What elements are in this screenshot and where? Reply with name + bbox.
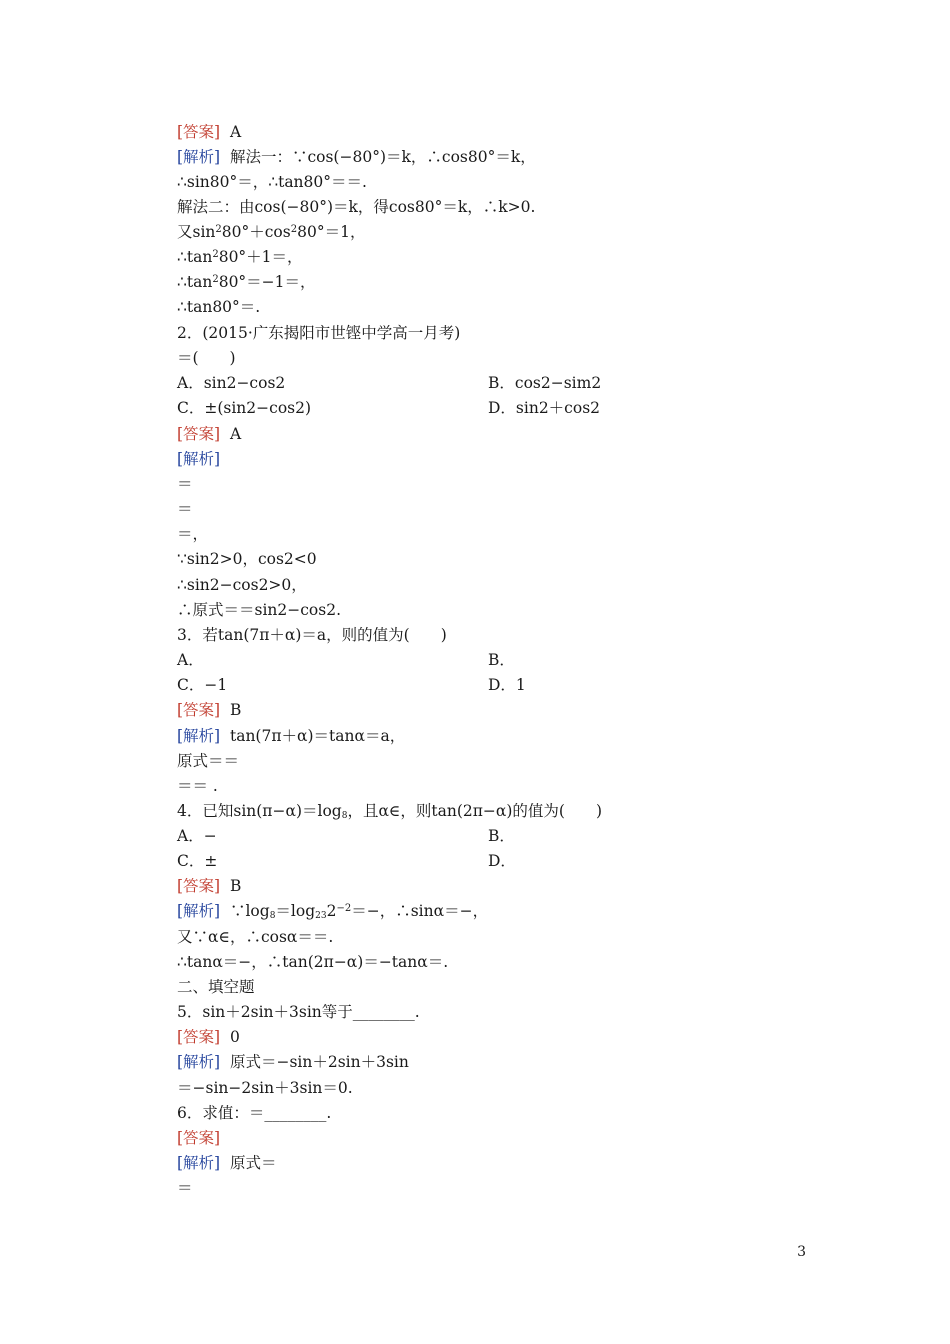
q6-analysis-text: 原式＝	[229, 1154, 277, 1172]
analysis-tag: [解析]	[177, 1053, 221, 1071]
q5-analysis-text: 原式＝−sin＋2sin＋3sin	[229, 1053, 409, 1071]
q2-answer-line	[177, 424, 241, 444]
answer-tag: [答案]	[177, 1129, 221, 1147]
q4-answer: B	[229, 877, 242, 895]
q6-stem: 6．求值：＝________.	[177, 1104, 332, 1122]
sup-2: 2	[212, 274, 219, 285]
q4-an1c: ＝log	[275, 902, 316, 920]
q2-analysis-4: ∵sin2>0，cos2<0	[177, 550, 317, 568]
q6-analysis-2: ＝	[177, 1179, 193, 1197]
q4-an1a: ∵log	[229, 902, 270, 920]
q1-line-4b: 80°＋cos	[221, 223, 291, 241]
q2-option-c: C．±(sin2−cos2)	[177, 399, 312, 417]
q4-stem-sub: 8	[341, 811, 348, 821]
q3-option-b: B．	[488, 651, 515, 669]
q3-answer-line	[177, 700, 241, 720]
q4-option-b: B．	[488, 827, 515, 845]
q1-analysis-text: 解法一：∵cos(−80°)＝k，∴cos80°＝k，	[229, 148, 536, 166]
q1-line-6	[177, 272, 316, 292]
analysis-tag: [解析]	[177, 727, 221, 745]
q1-line-4	[177, 222, 365, 242]
q3-option-a: A．	[177, 651, 204, 669]
analysis-tag: [解析]	[177, 902, 221, 920]
q1-line-3: 解法二：由cos(−80°)＝k，得cos80°＝k，∴k>0.	[177, 198, 536, 216]
q3-analysis-3: ＝＝ .	[177, 777, 218, 795]
q4-answer-line	[177, 876, 241, 896]
q4-analysis-3: ∴tanα＝−，∴tan(2π−α)＝−tanα＝.	[177, 953, 449, 971]
q5-answer: 0	[229, 1028, 240, 1046]
q3-stem: 3．若tan(7π＋α)＝a，则的值为( )	[177, 626, 447, 644]
q2-analysis-1: ＝	[177, 475, 193, 493]
answer-tag: [答案]	[177, 425, 221, 443]
q2-analysis-5: ∴sin2−cos2>0，	[177, 576, 307, 594]
sup-2: 2	[215, 224, 222, 235]
page-number: 3	[797, 1244, 806, 1260]
q3-analysis-2: 原式＝＝	[177, 752, 240, 770]
q2-analysis-line	[177, 449, 220, 469]
q5-analysis-line	[177, 1052, 409, 1072]
q4-an1b: 8	[269, 911, 276, 921]
q3-answer: B	[229, 701, 242, 719]
q3-option-c: C．−1	[177, 676, 228, 694]
answer-tag: [答案]	[177, 701, 221, 719]
q2-option-d: D．sin2＋cos2	[488, 399, 601, 417]
q5-answer-line	[177, 1027, 240, 1047]
q2-analysis-6: ∴原式＝＝sin2−cos2.	[177, 601, 341, 619]
q1-line-6a: ∴tan	[177, 273, 213, 291]
q1-line-5a: ∴tan	[177, 248, 213, 266]
q1-line-4c: 80°＝1，	[297, 223, 366, 241]
q3-option-d: D．1	[488, 676, 526, 694]
q1-answer: A	[229, 123, 242, 141]
q2-analysis-2: ＝	[177, 500, 193, 518]
q5-analysis-2: ＝−sin−2sin＋3sin＝0.	[177, 1079, 353, 1097]
q4-an1g: −2	[336, 903, 352, 914]
q2-option-a: A．sin2−cos2	[177, 374, 286, 392]
analysis-tag: [解析]	[177, 148, 221, 166]
q4-stem-c: ，且α∈，则tan(2π−α)的值为( )	[347, 802, 603, 820]
q2-option-b: B．cos2−sim2	[488, 374, 602, 392]
q4-option-a: A．−	[177, 827, 217, 845]
q1-analysis-line	[177, 147, 536, 167]
q2-stem-2: ＝( )	[177, 349, 236, 367]
answer-tag: [答案]	[177, 123, 221, 141]
q4-analysis-line	[177, 901, 488, 921]
q4-stem-a: 4．已知sin(π−α)＝log	[177, 802, 342, 820]
q3-analysis-text: tan(7π＋α)＝tanα＝a，	[229, 727, 406, 745]
q4-an1d: 2	[315, 911, 321, 921]
q1-line-4a: 又sin	[177, 223, 216, 241]
q1-line-5	[177, 247, 303, 267]
q2-answer: A	[229, 425, 242, 443]
q1-line-5b: 80°＋1＝，	[218, 248, 303, 266]
q1-answer-line	[177, 122, 241, 142]
q1-line-2: ∴sin80°＝，∴tan80°＝＝.	[177, 173, 367, 191]
answer-tag: [答案]	[177, 877, 221, 895]
q1-line-6b: 80°＝−1＝，	[218, 273, 316, 291]
q2-stem: 2．(2015·广东揭阳市世铿中学高一月考)	[177, 324, 461, 342]
q4-an1f: 2	[326, 902, 337, 920]
q1-line-7: ∴tan80°＝.	[177, 298, 261, 316]
q4-an1h: ＝−，∴sinα＝−，	[351, 902, 489, 920]
q3-analysis-line	[177, 726, 405, 746]
answer-tag: [答案]	[177, 1028, 221, 1046]
sup-2: 2	[212, 249, 219, 260]
q5-stem: 5．sin＋2sin＋3sin等于________.	[177, 1003, 420, 1021]
analysis-tag: [解析]	[177, 450, 221, 468]
q2-analysis-3: ＝，	[177, 525, 209, 543]
q6-analysis-line	[177, 1153, 276, 1173]
analysis-tag: [解析]	[177, 1154, 221, 1172]
q4-option-c: C．±	[177, 852, 218, 870]
q4-stem	[177, 801, 602, 821]
sup-2: 2	[290, 224, 298, 235]
q4-option-d: D．	[488, 852, 516, 870]
q6-answer-line	[177, 1128, 220, 1148]
section-heading: 二、填空题	[177, 978, 255, 996]
q4-an1e: 3	[320, 911, 327, 921]
q4-analysis-2: 又∵α∈，∴cosα＝＝.	[177, 928, 334, 946]
